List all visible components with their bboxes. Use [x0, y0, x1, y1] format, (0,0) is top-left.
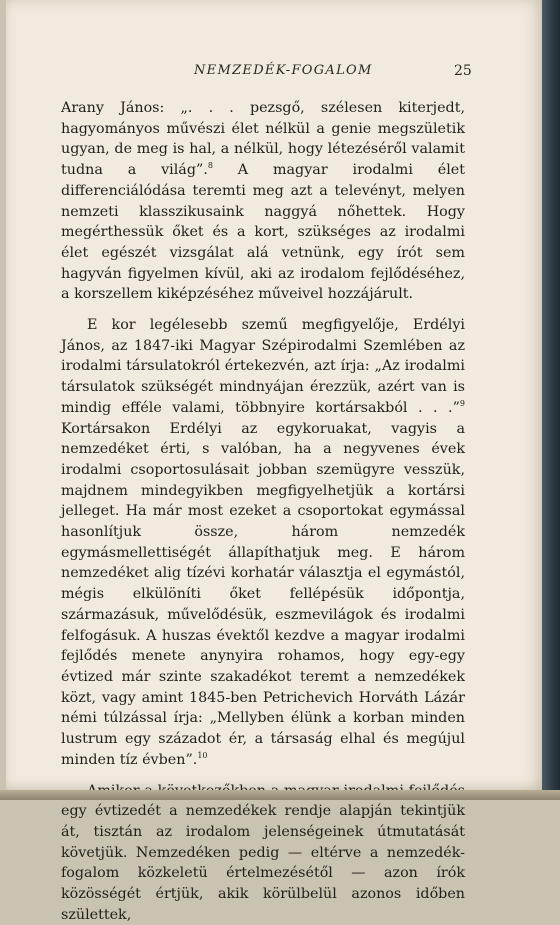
book-spine [542, 0, 560, 800]
footnote-ref: 9 [460, 399, 465, 408]
paragraph-text: E kor legélesebb szemű megfigyelője, Erdélyi János, az 1847-iki Magyar Szépirodalmi Szemlében az irodalmi társulatokról értekezvén, azt írja: „Az irodalmi társulatok szükségét mindnyájan érezzük, azért van is mindig efféle valami, többnyire kortársakból . . .” [61, 317, 465, 416]
book-page [6, 0, 544, 792]
page-edge [0, 790, 560, 800]
paragraph-1 [61, 98, 465, 305]
running-head: NEMZEDÉK-FOGALOM [194, 63, 373, 78]
page-header [6, 63, 544, 83]
paragraph-3 [61, 781, 465, 925]
page-number: 25 [454, 63, 472, 79]
paragraph-text: egy évtizedét a nemzedékek rendje alapján tekintjük át, tisztán az irodalom jelenségeinek útmutatását követjük. Nemzedéken pedig — eltérve a nemzedék-fogalom közkeletü értelmezésétől — azon írók közösségét értjük, akik körülbelül azonos időben születtek, [61, 783, 465, 923]
paragraph-text: Kortársakon Erdélyi az egykoruakat, vagyis a nemzedéket érti, s valóban, ha a negyvenes évek irodalmi csoportosulásait jobban szemügyre vesszük, majdnem mindegyikben megfigyelhetjük a kortársi jelleget. Ha már most ezeket a csoportokat egymással hasonlítjuk össze, három nemzedék egymásmellettiségét állapíthatjuk meg. E három nemzedéket alig tízévi korhatár választja el egymástól, mégis elkülöníti őket fellépésük időpontja, származásuk, művelődésük, eszmevilágok és irodalmi felfogásuk. A huszas évektől kezdve a magyar irodalmi fejlődés menete anynyira rohamos, hogy egy-egy évtized már szinte szakadékot teremt a nemzedékek közt, vagy amint 1845-ben Petrichevich Horváth Lázár némi túlzással írja: „Mellyben élünk a korban minden lustrum egy századot ér, a társaság elhal és megújul minden tíz évben”. [61, 421, 465, 768]
footnote-ref: 8 [208, 161, 213, 170]
paragraph-text: Arany János: „. . . pezsgő, szélesen kiterjedt, hagyományos művészi élet nélkül a genie megszületik ugyan, de meg is hal, a nélkül, hogy létezéséről valamit tudna a világ”. [61, 100, 465, 178]
paragraph-2 [61, 315, 465, 770]
footnote-ref: 10 [197, 751, 207, 760]
body-text [61, 98, 465, 925]
paragraph-text: A magyar irodalmi élet differenciálódása teremti meg azt a televényt, melyen nemzeti klasszikusaink naggyá nőhettek. Hogy megérthessük őket és a kort, szükséges az irodalmi élet egészét vizsgálat alá vetnünk, egy írót sem hagyván figyelmen kívül, aki az irodalom fejlődéséhez, a korszellem kiképzéséhez műveivel hozzájárult. [61, 162, 465, 302]
